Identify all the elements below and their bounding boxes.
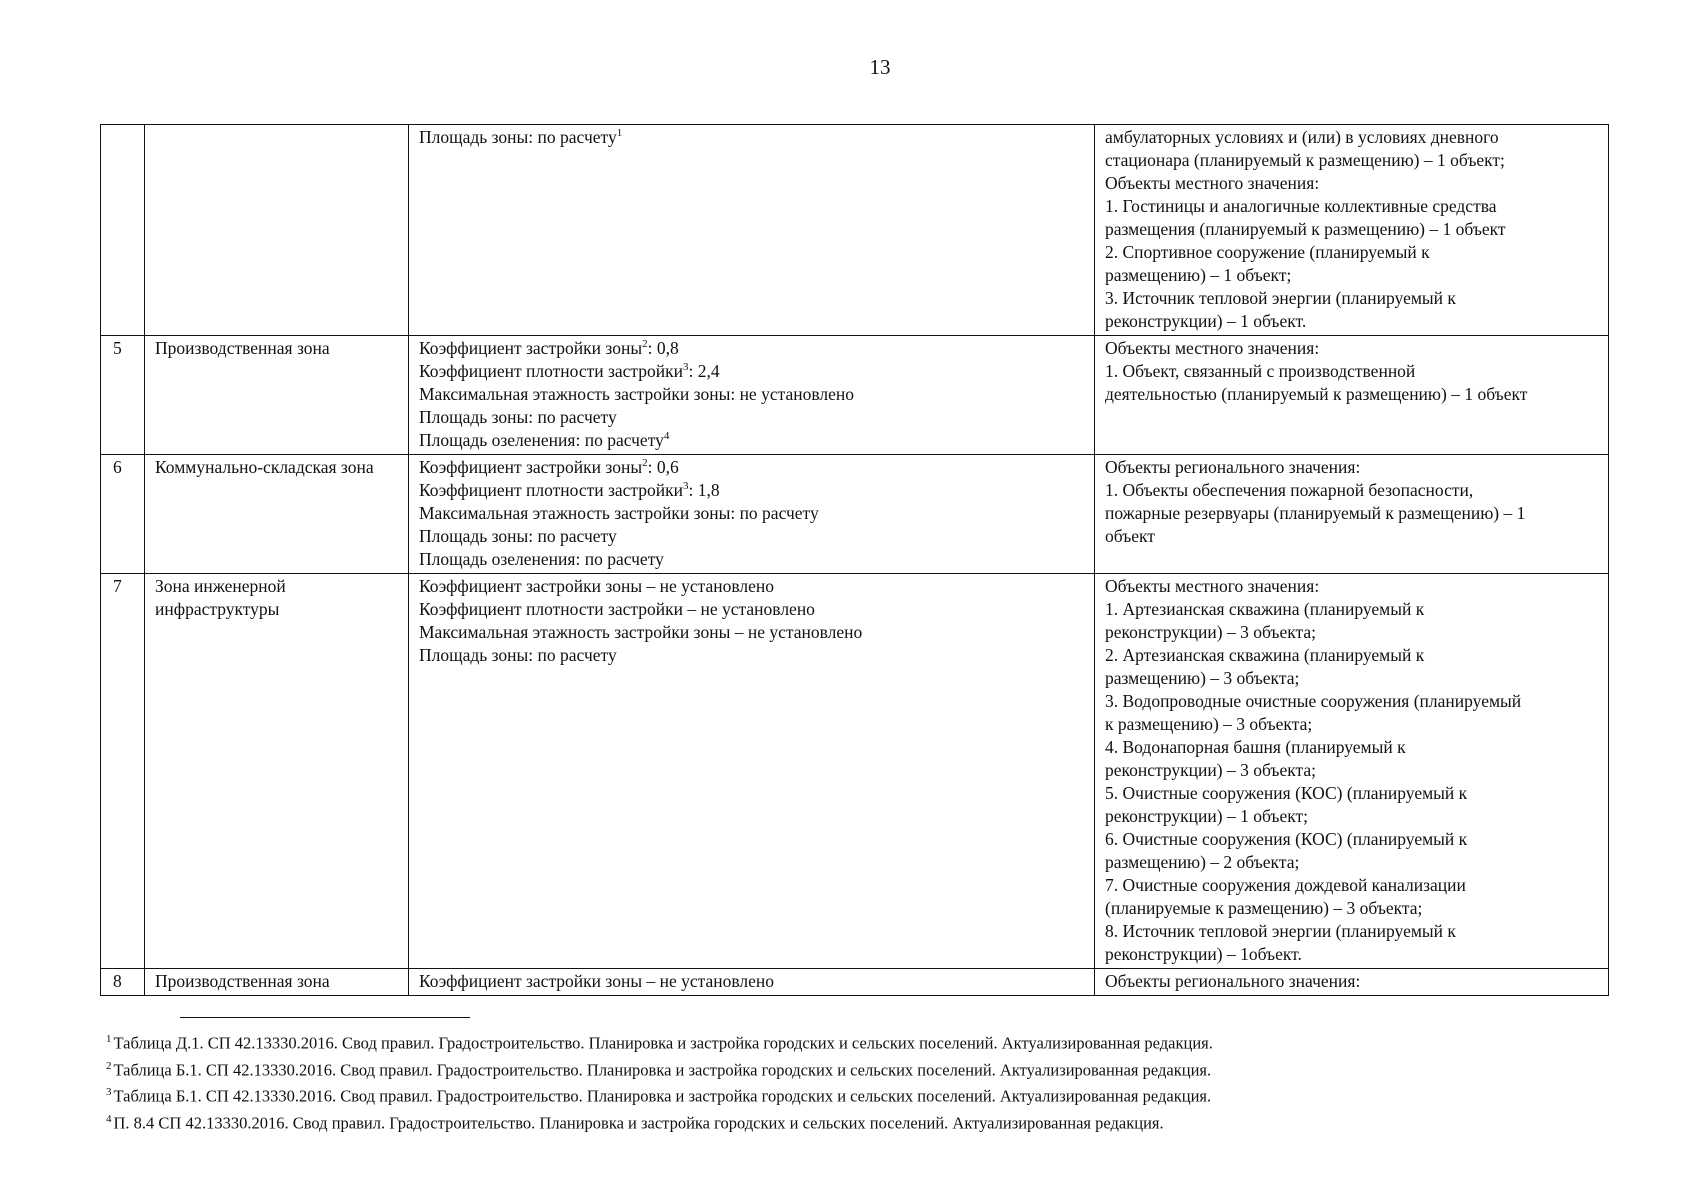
footnote-ref: 4 (663, 430, 670, 443)
table-row (101, 969, 1609, 996)
parameter-line: Максимальная этажность застройки зоны: не установлено (419, 384, 854, 404)
page-number: 13 (869, 55, 891, 79)
planned-objects-cell (1095, 125, 1609, 336)
footnote-mark: 3 (106, 1086, 112, 1098)
footnote-ref: 1 (616, 127, 623, 140)
zone-name-cell: Зона инженерной инфраструктуры (145, 574, 409, 969)
object-line: 3. Источник тепловой энергии (планируемый к (1105, 288, 1456, 308)
footnote-text: Таблица Б.1. СП 42.13330.2016. Свод правил. Градостроительство. Планировка и застройка городских и сельских поселений. Актуализированная редакция. (113, 1060, 1212, 1079)
footnotes (106, 1028, 1213, 1134)
footnote-ref: 2 (642, 457, 648, 470)
planned-objects-cell (1095, 455, 1609, 574)
object-line: 1. Объект, связанный с производственной (1105, 361, 1416, 381)
zones-table-body (101, 125, 1609, 996)
object-line: объект (1105, 526, 1155, 546)
object-line: реконструкции) – 3 объекта; (1105, 760, 1316, 780)
footnote-text: П. 8.4 СП 42.13330.2016. Свод правил. Градостроительство. Планировка и застройка городских и сельских поселений. Актуализированная редакция. (113, 1113, 1164, 1132)
zone-name-cell: Производственная зона (145, 969, 409, 996)
footnote-text: Таблица Б.1. СП 42.13330.2016. Свод правил. Градостроительство. Планировка и застройка городских и сельских поселений. Актуализированная редакция. (113, 1086, 1212, 1106)
object-line: реконструкции) – 1 объект; (1105, 806, 1309, 826)
object-line: размещению) – 3 объекта; (1105, 668, 1300, 688)
object-line: размещения (планируемый к размещению) – 1 объект (1105, 219, 1506, 239)
object-line: Объекты местного значения: (1105, 576, 1320, 596)
row-number-cell: 8 (101, 969, 145, 996)
table-row (101, 336, 1609, 455)
parameter-line: Площадь зоны: по расчету (419, 526, 617, 546)
parameter-line: Максимальная этажность застройки зоны – не установлено (419, 622, 863, 642)
zone-parameters-cell (409, 455, 1095, 574)
parameter-line: Площадь зоны: по расчету (419, 407, 617, 427)
footnote (106, 1081, 1213, 1108)
footnote-mark: 4 (106, 1112, 112, 1125)
object-line: реконструкции) – 3 объекта; (1105, 622, 1316, 642)
object-line: размещению) – 2 объекта; (1105, 852, 1300, 872)
object-line: 1. Артезианская скважина (планируемый к (1105, 599, 1425, 619)
planned-objects-cell (1095, 336, 1609, 455)
zone-name-cell: Коммунально-складская зона (145, 455, 409, 574)
object-line: 3. Водопроводные очистные сооружения (планируемый (1105, 691, 1522, 711)
object-line: реконструкции) – 1объект. (1105, 944, 1302, 964)
parameter-line: Коэффициент застройки зоны$^2$: 0,8 (419, 338, 679, 358)
parameter-line: Коэффициент застройки зоны$^2$: 0,6 (419, 457, 679, 477)
footnote (106, 1108, 1213, 1135)
footnote-mark: 2 (106, 1059, 112, 1072)
object-line: Объекты местного значения: (1105, 173, 1320, 193)
object-line: деятельностью (планируемый к размещению) – 1 объект (1105, 384, 1528, 404)
planned-objects-cell (1095, 574, 1609, 969)
footnote-text: Таблица Д.1. СП 42.13330.2016. Свод правил. Градостроительство. Планировка и застройка городских и сельских поселений. Актуализированная редакция. (113, 1033, 1213, 1053)
row-number-cell: 5 (101, 336, 145, 455)
parameter-line: Площадь зоны: по расчету (419, 645, 617, 665)
row-number-cell: 6 (101, 455, 145, 574)
object-line: 7. Очистные сооружения дождевой канализации (1105, 875, 1466, 895)
parameter-line: Коэффициент плотности застройки$^3$: 2,4 (419, 361, 720, 381)
parameter-line: Коэффициент застройки зоны – не установлено (419, 576, 775, 596)
table-row (101, 125, 1609, 336)
zones-table (100, 124, 1609, 996)
row-number-cell (101, 125, 145, 336)
zone-parameters-cell (409, 125, 1095, 336)
parameter-line: Площадь озеленения: по расчету (419, 549, 664, 569)
object-line: амбулаторных условиях и (или) в условиях дневного (1105, 127, 1499, 147)
object-line: 2. Спортивное сооружение (планируемый к (1105, 242, 1430, 262)
row-number-cell: 7 (101, 574, 145, 969)
parameter-line: Коэффициент плотности застройки$^3$: 1,8 (419, 480, 720, 500)
object-line: к размещению) – 3 объекта; (1105, 714, 1313, 734)
footnote-ref: 2 (642, 338, 648, 351)
object-line: размещению) – 1 объект; (1105, 265, 1292, 285)
parameter-line: Площадь зоны: по расчету$^1$ (419, 127, 623, 147)
object-line: реконструкции) – 1 объект. (1105, 311, 1307, 331)
object-line: 2. Артезианская скважина (планируемый к (1105, 645, 1425, 665)
parameter-line: Коэффициент плотности застройки – не установлено (419, 599, 815, 619)
footnote (106, 1055, 1213, 1082)
object-line: 8. Источник тепловой энергии (планируемый к (1105, 921, 1456, 941)
object-line: 5. Очистные сооружения (КОС) (планируемый к (1105, 783, 1468, 803)
parameter-line: Площадь озеленения: по расчету$^4$ (419, 430, 670, 450)
object-line: стационара (планируемый к размещению) – 1 объект; (1105, 150, 1505, 170)
footnote (106, 1028, 1213, 1055)
zone-parameters-cell (409, 969, 1095, 996)
zone-name-cell: Производственная зона (145, 336, 409, 455)
object-line: Объекты регионального значения: (1105, 457, 1361, 477)
planned-objects-cell (1095, 969, 1609, 996)
zone-parameters-cell (409, 574, 1095, 969)
object-line: 4. Водонапорная башня (планируемый к (1105, 737, 1406, 757)
footnote-separator (180, 1017, 470, 1018)
object-line: пожарные резервуары (планируемый к размещению) – 1 (1105, 503, 1526, 523)
parameter-line: Коэффициент застройки зоны – не установлено (419, 971, 775, 991)
zone-parameters-cell (409, 336, 1095, 455)
object-line: Объекты регионального значения: (1105, 971, 1361, 991)
footnote-mark: 1 (106, 1033, 112, 1045)
object-line: 1. Гостиницы и аналогичные коллективные средства (1105, 196, 1497, 216)
object-line: 1. Объекты обеспечения пожарной безопасности, (1105, 480, 1474, 500)
footnote-ref: 3 (683, 480, 689, 493)
object-line: 6. Очистные сооружения (КОС) (планируемый к (1105, 829, 1468, 849)
footnote-ref: 3 (683, 361, 689, 374)
table-row (101, 574, 1609, 969)
table-row (101, 455, 1609, 574)
object-line: Объекты местного значения: (1105, 338, 1320, 358)
zone-name-cell (145, 125, 409, 336)
parameter-line: Максимальная этажность застройки зоны: по расчету (419, 503, 819, 523)
object-line: (планируемые к размещению) – 3 объекта; (1105, 898, 1423, 918)
